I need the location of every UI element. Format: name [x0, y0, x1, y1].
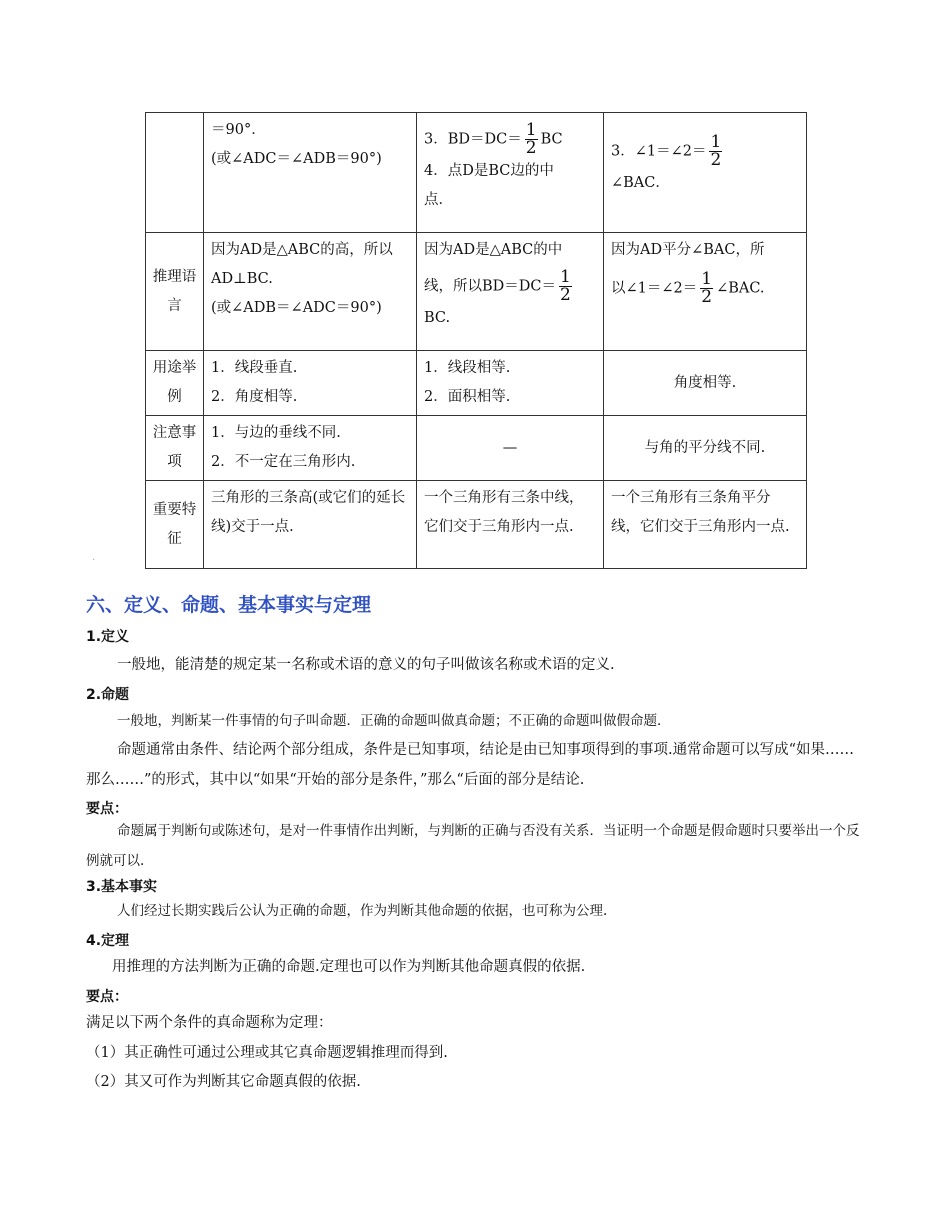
- cell-line: ∠BAC．: [611, 175, 670, 191]
- cell-line: 2．角度相等.: [211, 389, 298, 405]
- paragraph: 命题属于判断句或陈述句，是对一件事情作出判断，与判断的正确与否没有关系．当证明一个命题是假命题时只要举出一个反例就可以.: [86, 823, 860, 869]
- table-row: [146, 113, 807, 233]
- row-header: 重要特征: [146, 481, 204, 569]
- row-header: 用途举例: [146, 351, 204, 416]
- paragraph: 满足以下两个条件的真命题称为定理：: [86, 1015, 333, 1031]
- keypoint-title: 要点：: [86, 801, 128, 817]
- table-cell: [204, 351, 417, 416]
- table-cell: 一个三角形有三条角平分线，它们交于三角形内一点.: [604, 481, 807, 569]
- table-cell: [204, 113, 417, 233]
- condition-item: （2）其又可作为判断其它命题真假的依据.: [86, 1074, 361, 1090]
- cell-line: 1．线段相等.: [424, 360, 511, 376]
- cell-line: (或∠ADC＝∠ADB＝90°): [211, 151, 382, 167]
- row-header: 注意事项: [146, 416, 204, 481]
- paragraph-mark: .: [92, 552, 96, 563]
- cell-line: (或∠ADB＝∠ADC＝90°): [211, 300, 382, 316]
- paragraph: 命题通常由条件、结论两个部分组成，条件是已知事项，结论是由已知事项得到的事项.通常命题可以写成“如果……那么……”的形式，其中以“如果“开始的部分是条件，”那么“后面的部分是结论.: [86, 742, 855, 788]
- cell-line: 2．面积相等.: [424, 389, 511, 405]
- cell-line: 点．: [424, 192, 453, 208]
- cell-line: ＝90°．: [211, 122, 266, 138]
- table-cell: 与角的平分线不同.: [604, 416, 807, 481]
- paragraph: 一般地，判断某一件事情的句子叫命题．正确的命题叫做真命题；不正确的命题叫做假命题．: [117, 713, 671, 729]
- cell-text: 线，所以BD＝DC＝: [424, 278, 557, 295]
- cell-line: 1．与边的垂线不同.: [211, 425, 341, 441]
- table-cell: [204, 416, 417, 481]
- cell-text: BC: [540, 131, 563, 148]
- subsection-title-theorem: 4.定理: [86, 933, 130, 949]
- fraction-one-half: $\frac{1}{2}$: [560, 267, 571, 305]
- table-row: [146, 481, 807, 569]
- section-title: 六、定义、命题、基本事实与定理: [86, 594, 372, 616]
- table-cell: [604, 233, 807, 351]
- table-cell: [417, 233, 604, 351]
- cell-text: 以∠1＝∠2＝: [611, 280, 698, 297]
- table-cell: —: [417, 416, 604, 481]
- table-row: [146, 416, 807, 481]
- row-header: [146, 113, 204, 233]
- table-cell: 三角形的三条高(或它们的延长线)交于一点.: [204, 481, 417, 569]
- fraction-one-half: $\frac{1}{2}$: [710, 132, 722, 170]
- cell-line: 2．不一定在三角形内.: [211, 454, 356, 470]
- cell-text: ∠BAC.: [716, 280, 765, 297]
- table-cell: [604, 113, 807, 233]
- row-header: 推理语言: [146, 233, 204, 351]
- subsection-title-basic-fact: 3.基本事实: [86, 879, 158, 895]
- condition-item: （1）其正确性可通过公理或其它真命题逻辑推理而得到.: [86, 1045, 448, 1061]
- cell-line: 1．线段垂直.: [211, 360, 298, 376]
- subsection-title-definition: 1.定义: [86, 629, 130, 645]
- cell-line: 因为AD是△ABC的高，所以AD⊥BC.: [211, 242, 393, 287]
- paragraph: 用推理的方法判断为正确的命题.定理也可以作为判断其他命题真假的依据.: [112, 959, 586, 975]
- table-row: [146, 233, 807, 351]
- cell-line: 因为AD是△ABC的中: [424, 242, 563, 258]
- subsection-title-proposition: 2.命题: [86, 687, 130, 703]
- paragraph: 人们经过长期实践后公认为正确的命题，作为判断其他命题的依据，也可称为公理.: [117, 903, 608, 919]
- cell-line: 因为AD平分∠BAC，所: [611, 242, 765, 258]
- table-cell: [204, 233, 417, 351]
- paragraph: 一般地，能清楚的规定某一名称或术语的意义的句子叫做该名称或术语的定义.: [117, 657, 615, 673]
- fraction-one-half: $\frac{1}{2}$: [701, 269, 713, 307]
- fraction-one-half: $\frac{1}{2}$: [525, 120, 537, 158]
- comparison-table: [145, 112, 807, 569]
- table-cell: [417, 113, 604, 233]
- cell-line: BC.: [424, 310, 451, 326]
- table-row: [146, 351, 807, 416]
- cell-line: 4．点D是BC边的中: [424, 163, 554, 179]
- cell-text: 3．∠1＝∠2＝: [611, 143, 707, 160]
- cell-text: 3．BD＝DC＝: [424, 131, 522, 148]
- table-cell: 角度相等.: [604, 351, 807, 416]
- table-cell: [417, 351, 604, 416]
- table-cell: 一个三角形有三条中线，它们交于三角形内一点.: [417, 481, 604, 569]
- keypoint-title: 要点：: [86, 989, 128, 1005]
